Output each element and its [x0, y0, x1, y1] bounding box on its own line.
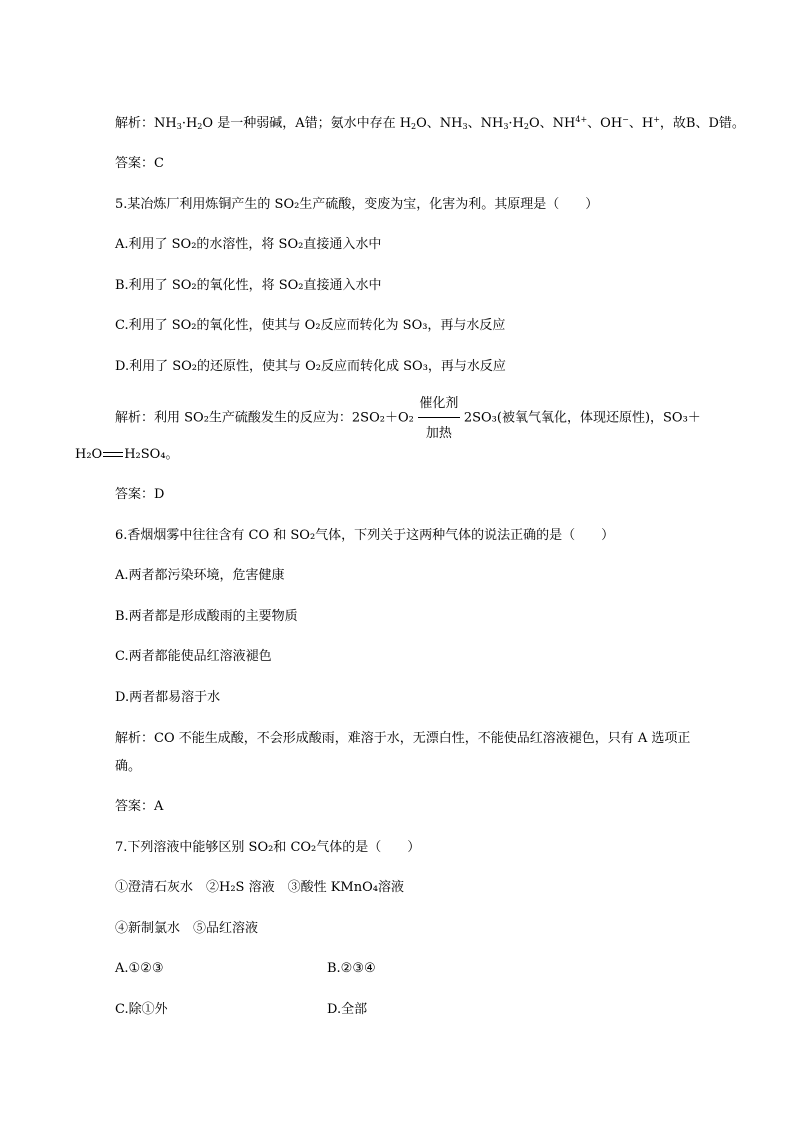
q6-option-d: D.两者都易溶于水 [115, 690, 221, 705]
q6-option-b: B.两者都是形成酸雨的主要物质 [115, 609, 298, 624]
q6-analysis-line2: 确。 [115, 759, 142, 774]
q6-option-c: C.两者都能使品红溶液褪色 [115, 649, 272, 664]
q7-items-line1: ①澄清石灰水 ②H₂S 溶液 ③酸性 KMnO₄溶液 [115, 880, 404, 895]
q5-answer: 答案：D [115, 487, 165, 502]
q6-analysis: 解析：CO 不能生成酸，不会形成酸雨，难溶于水，无漂白性，不能使品红溶液褪色，只有 A 选项正 [115, 731, 691, 746]
q4-analysis: 解析：$NH_3\cdot H_2O$ 是一种弱碱，A错；氨水中存在 $H_2O$、$NH_3$、$NH_3\cdot H_2O$、$NH^{4+}$、OH−、H+，故B、D错。 [115, 115, 745, 131]
q6-option-a: A.两者都污染环境，危害健康 [115, 568, 285, 583]
q4-answer: 答案：C [115, 156, 164, 171]
q5-stem: 5.某冶炼厂利用炼铜产生的 SO₂生产硫酸，变废为宝，化害为利。其原理是（ ） [115, 197, 599, 212]
q6-stem: 6.香烟烟雾中往往含有 CO 和 SO₂气体，下列关于这两种气体的说法正确的是（ ） [115, 528, 615, 543]
q5-option-a: A.利用了 SO₂的水溶性，将 SO₂直接通入水中 [115, 237, 382, 252]
q7-option-b: B.②③④ [327, 961, 376, 976]
q5-analysis-line2: H₂O H₂SO₄。 [75, 447, 179, 462]
q5-option-c: C.利用了 SO₂的氧化性，使其与 O₂反应而转化为 SO₃，再与水反应 [115, 318, 506, 333]
catalyst-label: 催化剂 [419, 396, 459, 411]
equals-sign-icon [102, 450, 124, 460]
reaction-condition-arrow [416, 396, 462, 441]
q7-options-row1 [115, 960, 735, 978]
q5-option-b: B.利用了 SO₂的氧化性，将 SO₂直接通入水中 [115, 278, 382, 293]
q7-option-c: C.除①外 [115, 1002, 168, 1017]
q5-option-d: D.利用了 SO₂的还原性，使其与 O₂反应而转化成 SO₃，再与水反应 [115, 359, 506, 374]
q5-analysis: 解析：利用 SO₂生产硫酸发生的反应为：2SO₂＋O₂ 催化剂 加热 2SO₃(被氧气氧化，体现还原性)，SO₃＋ [115, 396, 701, 441]
q7-option-d: D.全部 [327, 1002, 368, 1017]
q7-items-line2: ④新制氯水 ⑤品红溶液 [115, 921, 259, 936]
heating-label: 加热 [425, 426, 452, 441]
q7-options-row2 [115, 1001, 735, 1019]
q6-answer: 答案：A [115, 799, 164, 814]
q7-stem: 7.下列溶液中能够区别 SO₂和 CO₂气体的是（ ） [115, 840, 421, 855]
q7-option-a: A.①②③ [115, 961, 164, 976]
